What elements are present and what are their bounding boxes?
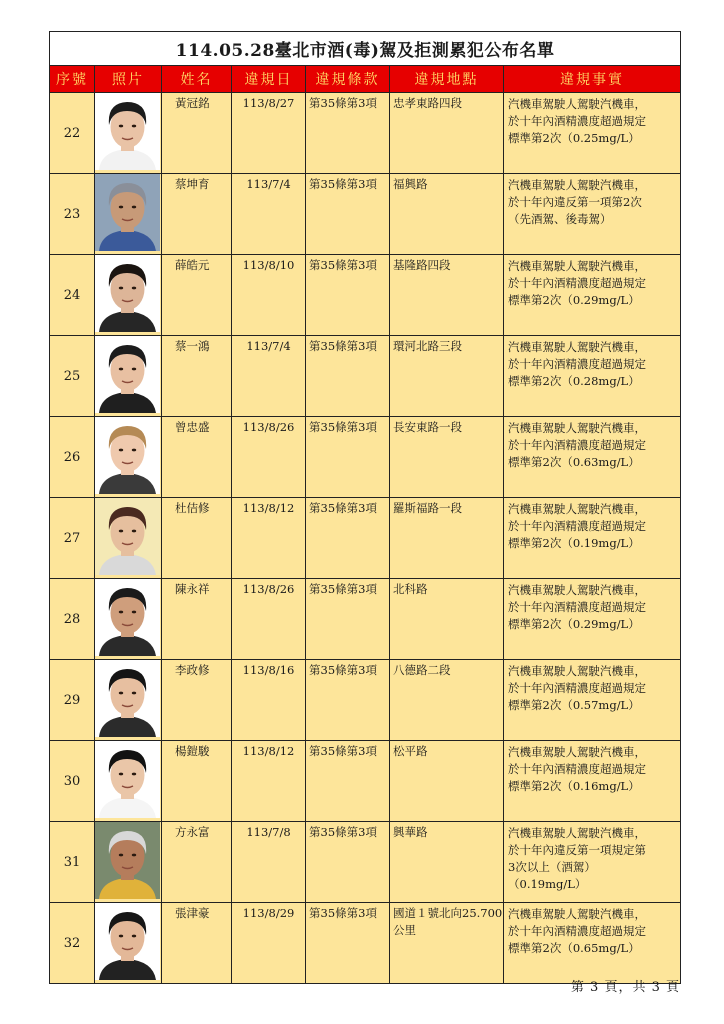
facts-line: 於十年內酒精濃度超過規定: [508, 600, 646, 614]
seq-cell: 28: [50, 579, 95, 660]
facts-line: 標準第2次（0.28mg/L）: [508, 374, 640, 388]
offender-photo: [95, 741, 160, 818]
facts-line: 標準第2次（0.57mg/L）: [508, 698, 640, 712]
date-cell: 113/7/8: [232, 822, 306, 903]
portrait-icon: [95, 903, 160, 980]
table-row: [50, 174, 681, 255]
law-cell: 第35條第3項: [306, 903, 390, 984]
photo-cell: [95, 498, 162, 579]
facts-line: 汽機車駕駛人駕駛汽機車，: [508, 664, 646, 678]
seq-cell: 24: [50, 255, 95, 336]
facts-line: 汽機車駕駛人駕駛汽機車，: [508, 826, 646, 840]
name-cell: 薛皓元: [162, 255, 232, 336]
date-cell: 113/8/12: [232, 498, 306, 579]
facts-cell: [504, 741, 681, 822]
place-cell: 北科路: [390, 579, 504, 660]
place-cell: 福興路: [390, 174, 504, 255]
photo-cell: [95, 741, 162, 822]
date-cell: 113/8/29: [232, 903, 306, 984]
offender-photo: [95, 822, 160, 899]
seq-cell: 22: [50, 93, 95, 174]
facts-cell: [504, 336, 681, 417]
place-cell: 八德路二段: [390, 660, 504, 741]
facts-line: 汽機車駕駛人駕駛汽機車，: [508, 259, 646, 273]
facts-line: 於十年內酒精濃度超過規定: [508, 681, 646, 695]
facts-line: 汽機車駕駛人駕駛汽機車，: [508, 745, 646, 759]
name-cell: 方永富: [162, 822, 232, 903]
facts-cell: [504, 93, 681, 174]
seq-cell: 26: [50, 417, 95, 498]
law-cell: 第35條第3項: [306, 336, 390, 417]
offender-photo: [95, 903, 160, 980]
offender-photo: [95, 498, 160, 575]
header-name: 姓名: [162, 66, 232, 93]
place-cell: 興華路: [390, 822, 504, 903]
name-cell: 陳永祥: [162, 579, 232, 660]
page-number: 第 3 頁，共 3 頁: [570, 980, 680, 995]
facts-cell: [504, 498, 681, 579]
portrait-icon: [95, 174, 160, 251]
name-cell: 杜佶修: [162, 498, 232, 579]
name-cell: 楊鎧駿: [162, 741, 232, 822]
name-cell: 曾忠盛: [162, 417, 232, 498]
table-row: [50, 255, 681, 336]
law-cell: 第35條第3項: [306, 498, 390, 579]
offender-photo: [95, 174, 160, 251]
date-cell: 113/7/4: [232, 336, 306, 417]
photo-cell: [95, 903, 162, 984]
portrait-icon: [95, 741, 160, 818]
facts-line: 汽機車駕駛人駕駛汽機車，: [508, 178, 646, 192]
page-title: 114.05.28臺北市酒(毒)駕及拒測累犯公布名單: [50, 32, 681, 66]
seq-cell: 23: [50, 174, 95, 255]
header-place: 違規地點: [390, 66, 504, 93]
facts-line: 於十年內酒精濃度超過規定: [508, 357, 646, 371]
place-cell: 環河北路三段: [390, 336, 504, 417]
facts-line: 標準第2次（0.63mg/L）: [508, 455, 640, 469]
date-cell: 113/8/16: [232, 660, 306, 741]
facts-line: （0.19mg/L）: [508, 877, 587, 891]
place-cell: 國道１號北向25.700公里: [390, 903, 504, 984]
facts-line: 汽機車駕駛人駕駛汽機車，: [508, 907, 646, 921]
name-cell: 張津豪: [162, 903, 232, 984]
facts-line: 汽機車駕駛人駕駛汽機車，: [508, 340, 646, 354]
facts-line: 汽機車駕駛人駕駛汽機車，: [508, 97, 646, 111]
date-cell: 113/8/27: [232, 93, 306, 174]
facts-line: 標準第2次（0.25mg/L）: [508, 131, 640, 145]
name-cell: 蔡一鴻: [162, 336, 232, 417]
offender-photo: [95, 660, 160, 737]
name-cell: 李政修: [162, 660, 232, 741]
seq-cell: 27: [50, 498, 95, 579]
facts-cell: [504, 417, 681, 498]
portrait-icon: [95, 93, 160, 170]
photo-cell: [95, 255, 162, 336]
date-cell: 113/8/12: [232, 741, 306, 822]
facts-line: （先酒駕、後毒駕）: [508, 212, 612, 226]
offender-photo: [95, 93, 160, 170]
law-cell: 第35條第3項: [306, 822, 390, 903]
photo-cell: [95, 417, 162, 498]
photo-cell: [95, 336, 162, 417]
facts-cell: [504, 174, 681, 255]
seq-cell: 29: [50, 660, 95, 741]
offender-photo: [95, 417, 160, 494]
table-row: [50, 660, 681, 741]
law-cell: 第35條第3項: [306, 741, 390, 822]
facts-line: 於十年內酒精濃度超過規定: [508, 438, 646, 452]
facts-line: 3次以上（酒駕）: [508, 860, 596, 874]
date-cell: 113/8/26: [232, 417, 306, 498]
photo-cell: [95, 174, 162, 255]
date-cell: 113/8/10: [232, 255, 306, 336]
facts-line: 標準第2次（0.65mg/L）: [508, 941, 640, 955]
photo-cell: [95, 93, 162, 174]
facts-line: 於十年內酒精濃度超過規定: [508, 924, 646, 938]
facts-cell: [504, 822, 681, 903]
table-row: [50, 336, 681, 417]
law-cell: 第35條第3項: [306, 255, 390, 336]
law-cell: 第35條第3項: [306, 660, 390, 741]
offender-photo: [95, 255, 160, 332]
facts-line: 標準第2次（0.19mg/L）: [508, 536, 640, 550]
table-row: [50, 903, 681, 984]
facts-line: 於十年內違反第一項規定第: [508, 843, 646, 857]
photo-cell: [95, 822, 162, 903]
facts-line: 標準第2次（0.29mg/L）: [508, 617, 640, 631]
portrait-icon: [95, 822, 160, 899]
facts-line: 標準第2次（0.16mg/L）: [508, 779, 640, 793]
place-cell: 羅斯福路一段: [390, 498, 504, 579]
header-facts: 違規事實: [504, 66, 681, 93]
law-cell: 第35條第3項: [306, 93, 390, 174]
facts-line: 於十年內酒精濃度超過規定: [508, 519, 646, 533]
facts-line: 於十年內違反第一項第2次: [508, 195, 642, 209]
record-sheet: [49, 31, 680, 984]
table-row: [50, 579, 681, 660]
date-cell: 113/8/26: [232, 579, 306, 660]
facts-line: 汽機車駕駛人駕駛汽機車，: [508, 502, 646, 516]
photo-cell: [95, 660, 162, 741]
seq-cell: 32: [50, 903, 95, 984]
facts-line: 標準第2次（0.29mg/L）: [508, 293, 640, 307]
seq-cell: 31: [50, 822, 95, 903]
photo-cell: [95, 579, 162, 660]
portrait-icon: [95, 498, 160, 575]
portrait-icon: [95, 336, 160, 413]
seq-cell: 30: [50, 741, 95, 822]
table-row: [50, 417, 681, 498]
header-date: 違規日: [232, 66, 306, 93]
portrait-icon: [95, 417, 160, 494]
law-cell: 第35條第3項: [306, 174, 390, 255]
table-row: [50, 498, 681, 579]
offender-photo: [95, 579, 160, 656]
offender-photo: [95, 336, 160, 413]
date-cell: 113/7/4: [232, 174, 306, 255]
facts-cell: [504, 660, 681, 741]
place-cell: 基隆路四段: [390, 255, 504, 336]
facts-line: 汽機車駕駛人駕駛汽機車，: [508, 583, 646, 597]
name-cell: 蔡坤育: [162, 174, 232, 255]
offender-table: [49, 31, 681, 984]
facts-cell: [504, 903, 681, 984]
facts-cell: [504, 579, 681, 660]
header-law: 違規條款: [306, 66, 390, 93]
seq-cell: 25: [50, 336, 95, 417]
table-row: [50, 822, 681, 903]
header-seq: 序號: [50, 66, 95, 93]
portrait-icon: [95, 660, 160, 737]
place-cell: 松平路: [390, 741, 504, 822]
law-cell: 第35條第3項: [306, 417, 390, 498]
facts-cell: [504, 255, 681, 336]
place-cell: 長安東路一段: [390, 417, 504, 498]
facts-line: 汽機車駕駛人駕駛汽機車，: [508, 421, 646, 435]
name-cell: 黃冠銘: [162, 93, 232, 174]
portrait-icon: [95, 579, 160, 656]
header-photo: 照片: [95, 66, 162, 93]
facts-line: 於十年內酒精濃度超過規定: [508, 114, 646, 128]
facts-line: 於十年內酒精濃度超過規定: [508, 276, 646, 290]
table-row: [50, 93, 681, 174]
portrait-icon: [95, 255, 160, 332]
place-cell: 忠孝東路四段: [390, 93, 504, 174]
law-cell: 第35條第3項: [306, 579, 390, 660]
table-row: [50, 741, 681, 822]
facts-line: 於十年內酒精濃度超過規定: [508, 762, 646, 776]
